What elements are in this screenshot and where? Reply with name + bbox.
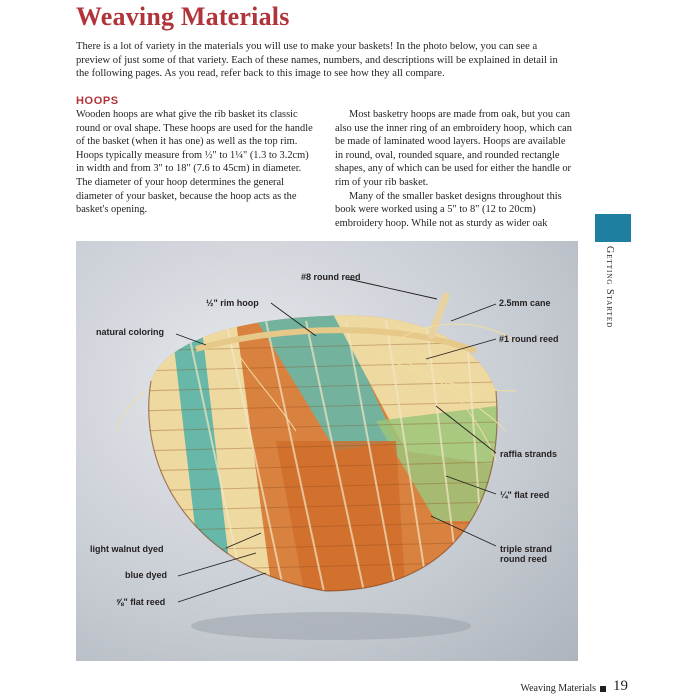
label-raffia-strands: raffia strands bbox=[500, 449, 558, 459]
label-quarter-flat-reed: ¼" flat reed bbox=[500, 490, 550, 500]
label-five-eighths-flat-reed: ⅝" flat reed bbox=[116, 597, 166, 607]
paragraph: Many of the smaller basket designs throughout this book were worked using a 5" to 8" (12 to 20cm) embroidery hoop. While not as sturdy as wider oak bbox=[335, 190, 562, 229]
paragraph: Wooden hoops are what give the rib basket its classic round or oval shape. These hoops are used for the handle of the basket (when it has one) as well as the top rim. Hoops typically measure from ½" to 1¼" (1.3 to 3.2cm) in width and from 3" to 18" (7.6 to 45cm) in diameter. The diameter of your hoop determines the general diameter of your basket, because the hoop acts as the basket's opening. bbox=[76, 109, 313, 216]
label-1-round-reed: #1 round reed bbox=[499, 334, 559, 344]
chapter-label: Getting Started bbox=[604, 246, 615, 329]
footer-label: Weaving Materials bbox=[520, 683, 596, 694]
label-blue-dyed: blue dyed bbox=[125, 570, 168, 580]
page-title: Weaving Materials bbox=[76, 2, 290, 31]
footer-separator bbox=[600, 686, 606, 692]
label-8-round-reed: #8 round reed bbox=[301, 272, 361, 282]
paragraph: Most basketry hoops are made from oak, but you can also use the inner ring of an embroidery hoop, which can be made of laminated wood layers. Hoops are available in round, oval, rounded square, and rounded rectangle shapes, any of which can be used for either the handle or rim of your rib basket. bbox=[335, 109, 572, 188]
column-right bbox=[335, 108, 575, 230]
basket-photo bbox=[76, 241, 578, 661]
intro-paragraph: There is a lot of variety in the materials you will use to make your baskets! In the photo below, you can see a preview of just some of that variety. Each of these names, numbers, and descriptions will be explained in detail in the following pages. As you read, refer back to this image to see how they all compare. bbox=[76, 41, 558, 80]
page-number: 19 bbox=[613, 678, 628, 694]
label-2-5mm-cane: 2.5mm cane bbox=[499, 298, 551, 308]
label-natural-coloring: natural coloring bbox=[96, 327, 165, 337]
label-rim-hoop: ½" rim hoop bbox=[206, 298, 259, 308]
label-triple-strand-round-reed: round reed bbox=[500, 554, 548, 564]
column-left bbox=[76, 108, 316, 217]
label-triple-strand: triple strand bbox=[500, 544, 553, 554]
section-heading-hoops: HOOPS bbox=[76, 95, 119, 107]
label-light-walnut-dyed: light walnut dyed bbox=[90, 544, 164, 554]
chapter-tab bbox=[595, 214, 631, 242]
